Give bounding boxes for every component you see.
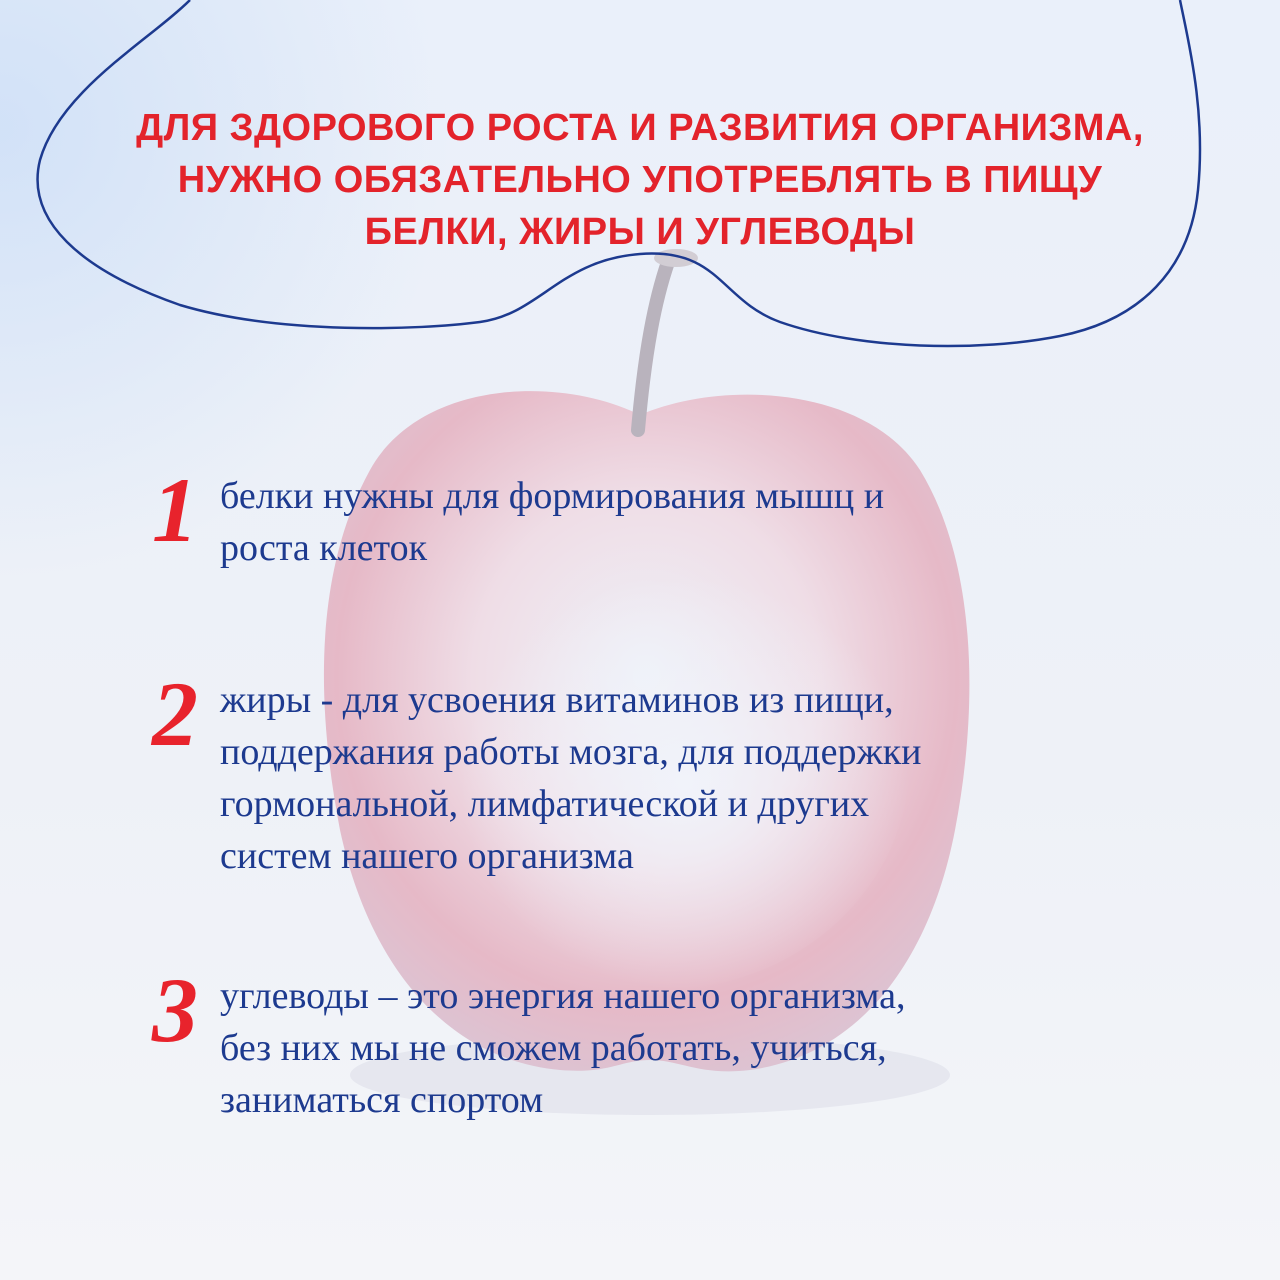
item-number: 1: [152, 459, 198, 561]
item-text-line: заниматься спортом: [220, 1079, 544, 1121]
item-text-line: жиры - для усвоения витаминов из пищи,: [220, 679, 894, 721]
item-text: [220, 470, 1100, 574]
item-text: [220, 970, 1100, 1126]
headline: [100, 102, 1180, 258]
item-text: [220, 674, 1100, 882]
item-text-line: без них мы не сможем работать, учиться,: [220, 1027, 887, 1069]
item-number: 2: [152, 663, 198, 765]
headline-line: БЕЛКИ, ЖИРЫ И УГЛЕВОДЫ: [364, 211, 916, 253]
headline-line: ДЛЯ ЗДОРОВОГО РОСТА И РАЗВИТИЯ ОРГАНИЗМА,: [136, 107, 1144, 149]
item-text-line: белки нужны для формирования мышц и: [220, 475, 885, 517]
item-text-line: гормональной, лимфатической и других: [220, 783, 870, 825]
item-number: 3: [152, 959, 198, 1061]
item-text-line: поддержания работы мозга, для поддержки: [220, 731, 922, 773]
item-text-line: углеводы – это энергия нашего организма,: [220, 975, 906, 1017]
headline-line: НУЖНО ОБЯЗАТЕЛЬНО УПОТРЕБЛЯТЬ В ПИЩУ: [177, 159, 1103, 201]
item-text-line: роста клеток: [220, 527, 428, 569]
item-text-line: систем нашего организма: [220, 835, 634, 877]
